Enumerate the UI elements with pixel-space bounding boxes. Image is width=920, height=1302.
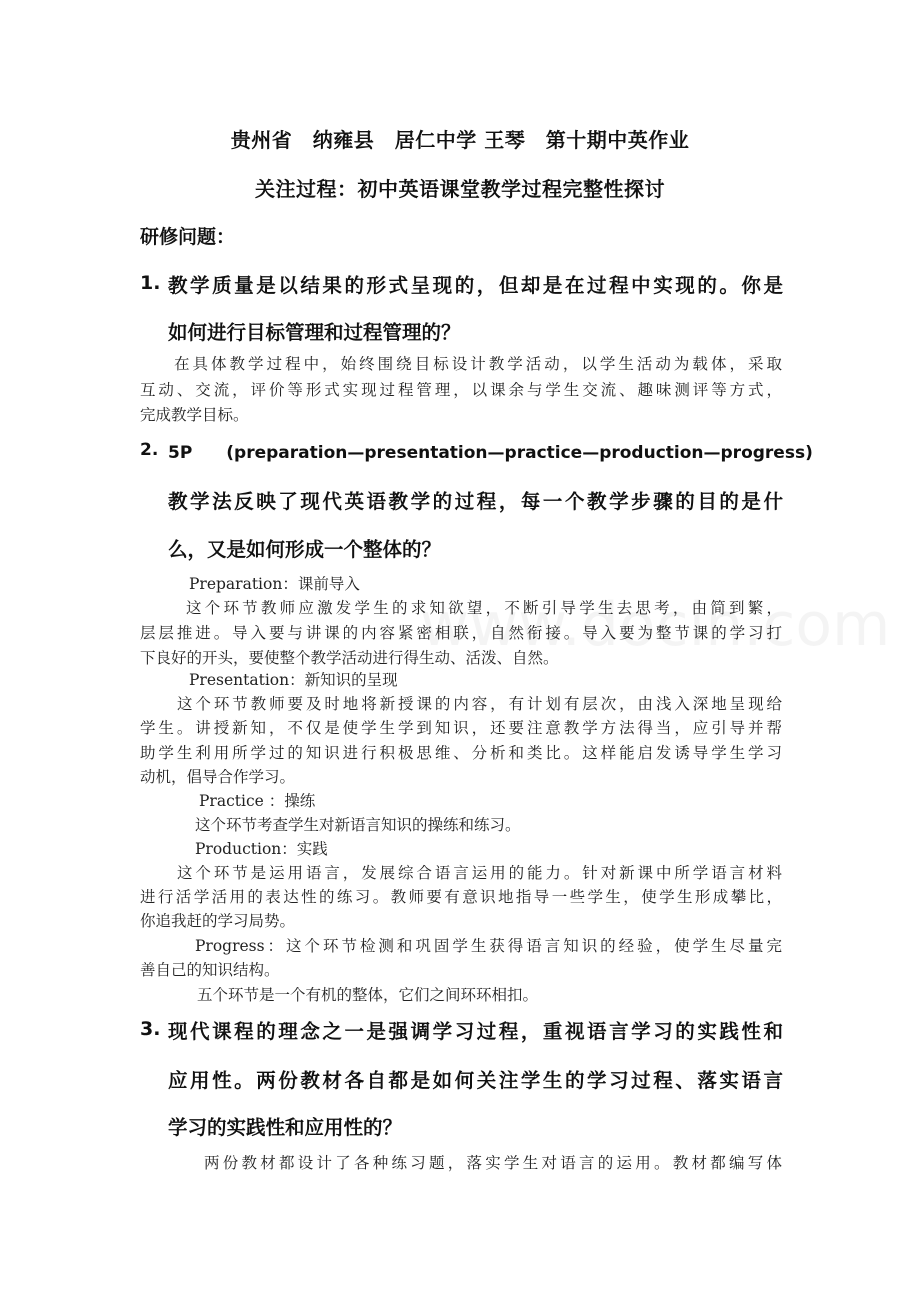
question-line: 现代课程的理念之一是强调学习过程，重视语言学习的实践性和 <box>168 1020 783 1043</box>
answer-line: 这个环节考查学生对新语言知识的操练和练习。 <box>195 816 521 834</box>
question-line: 应用性。两份教材各自都是如何关注学生的学习过程、落实语言 <box>168 1069 783 1092</box>
question-number: 2. <box>140 440 159 460</box>
question-number: 1. <box>140 272 161 294</box>
answer-line: 你追我赶的学习局势。 <box>140 912 296 930</box>
answer-line: 这个环节教师应激发学生的求知欲望，不断引导学生去思考，由简到繁， <box>186 599 782 617</box>
answer-line: 两份教材都设计了各种练习题，落实学生对语言的运用。教材都编写体 <box>204 1154 782 1172</box>
answer-line: Presentation：新知识的呈现 <box>189 671 398 689</box>
answer-line: 这个环节是运用语言，发展综合语言运用的能力。针对新课中所学语言材料 <box>177 864 782 882</box>
question-line: 5P (preparation—presentation—practice—production—progress) <box>168 443 813 463</box>
document-subtitle: 关注过程：初中英语课堂教学过程完整性探讨 <box>255 177 665 201</box>
question-line: 教学质量是以结果的形式呈现的，但却是在过程中实现的。你是 <box>168 274 783 297</box>
question-number: 3. <box>140 1018 161 1040</box>
answer-line: Preparation：课前导入 <box>189 575 360 593</box>
answer-line: Progress：这个环节检测和巩固学生获得语言知识的经验，使学生尽量完 <box>195 937 782 955</box>
question-line: 教学法反映了现代英语教学的过程，每一个教学步骤的目的是什 <box>168 490 783 513</box>
document-title: 贵州省 纳雍县 居仁中学 王琴 第十期中英作业 <box>230 128 690 152</box>
section-heading: 研修问题： <box>140 226 236 248</box>
answer-line: 学生。讲授新知，不仅是使学生学到知识，还要注意教学方法得当，应引导并帮 <box>140 719 782 737</box>
answer-line: 层层推进。导入要与讲课的内容紧密相联，自然衔接。导入要为整节课的学习打 <box>140 624 782 642</box>
question-line: 如何进行目标管理和过程管理的？ <box>168 321 461 344</box>
answer-line: 助学生利用所学过的知识进行积极思维、分析和类比。这样能启发诱导学生学习 <box>140 744 782 762</box>
answer-line: 善自己的知识结构。 <box>140 961 280 979</box>
question-line: 么，又是如何形成一个整体的？ <box>168 538 442 561</box>
answer-line: Practice ：操练 <box>199 792 316 810</box>
answer-line: 动机，倡导合作学习。 <box>140 768 296 786</box>
answer-line: 互动、交流，评价等形式实现过程管理，以课余与学生交流、趣味测评等方式， <box>140 381 782 399</box>
answer-line: 五个环节是一个有机的整体，它们之间环环相扣。 <box>197 986 539 1004</box>
answer-line: Production：实践 <box>195 840 328 858</box>
answer-line: 下良好的开头，要使整个教学活动进行得生动、活泼、自然。 <box>140 649 559 667</box>
answer-line: 这个环节教师要及时地将新授课的内容，有计划有层次，由浅入深地呈现给 <box>177 695 782 713</box>
answer-line: 在具体教学过程中，始终围绕目标设计教学活动，以学生活动为载体，采取 <box>174 355 782 373</box>
question-line: 学习的实践性和应用性的？ <box>168 1116 403 1139</box>
answer-line: 完成教学目标。 <box>140 406 249 424</box>
answer-line: 进行活学活用的表达性的练习。教师要有意识地指导一些学生，使学生形成攀比， <box>140 888 782 906</box>
